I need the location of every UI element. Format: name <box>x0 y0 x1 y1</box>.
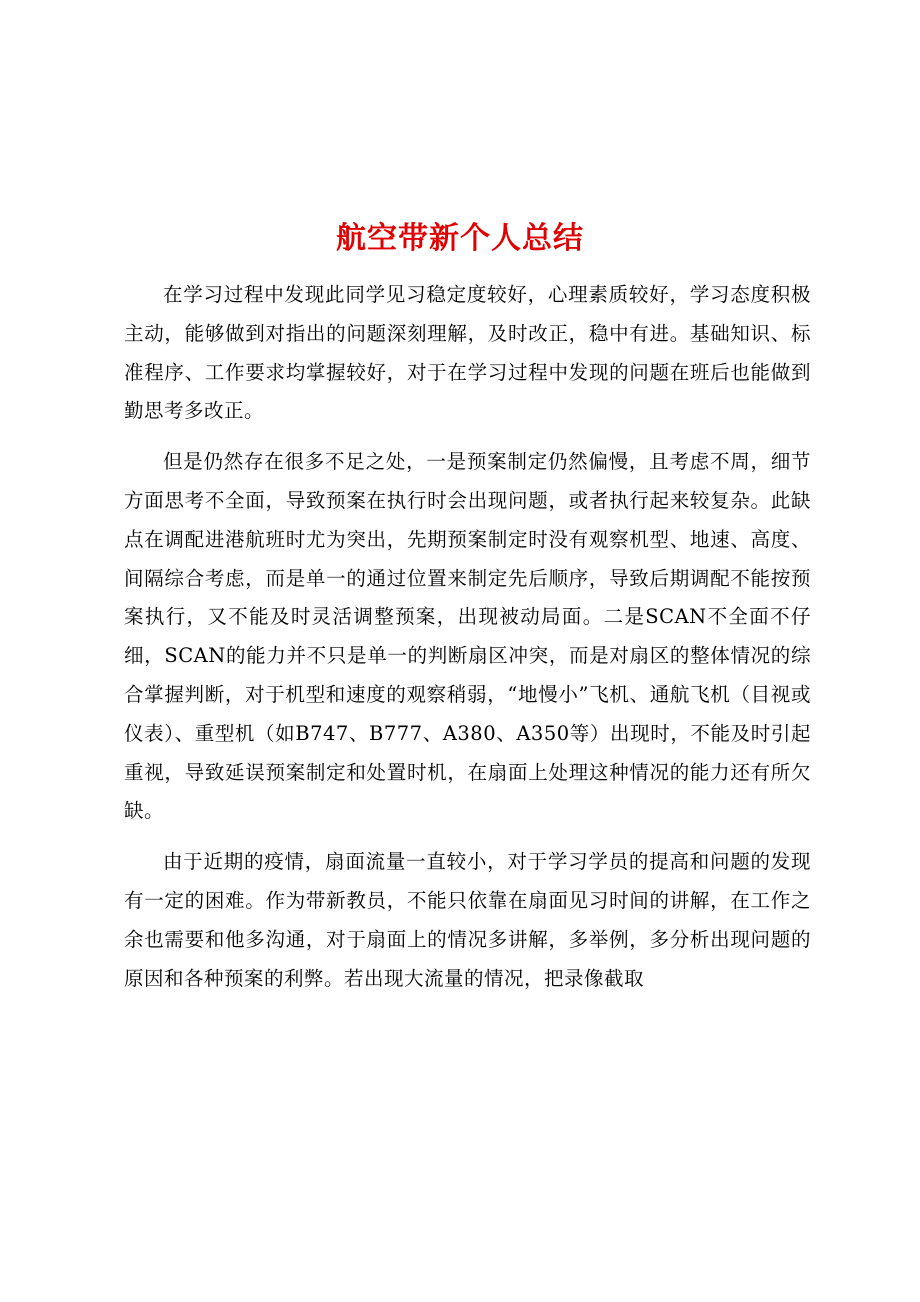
document-body <box>124 276 811 1010</box>
paragraph-3: 由于近期的疫情，扇面流量一直较小，对于学习学员的提高和问题的发现有一定的困难。作为带新教员，不能只依靠在扇面见习时间的讲解，在工作之余也需要和他多沟通，对于扇面上的情况多讲解，多举例，多分析出现问题的原因和各种预案的利弊。若出现大流量的情况，把录像截取 <box>124 850 811 990</box>
paragraph-2: 但是仍然存在很多不足之处，一是预案制定仍然偏慢，且考虑不周，细节方面思考不全面，导致预案在执行时会出现问题，或者执行起来较复杂。此缺点在调配进港航班时尤为突出，先期预案制定时没有观察机型、地速、高度、间隔综合考虑，而是单一的通过位置来制定先后顺序，导致后期调配不能按预案执行，又不能及时灵活调整预案，出现被动局面。二是SCAN不全面不仔细，SCAN的能力并不只是单一的判断扇区冲突，而是对扇区的整体情况的综合掌握判断，对于机型和速度的观察稍弱，“地慢小”飞机、通航飞机（目视或仪表）、重型机（如B747、B777、A380、A350等）出现时，不能及时引起重视，导致延误预案制定和处置时机，在扇面上处理这种情况的能力还有所欠缺。 <box>124 450 811 823</box>
paragraph-1: 在学习过程中发现此同学见习稳定度较好，心理素质较好，学习态度积极主动，能够做到对指出的问题深刻理解，及时改正，稳中有进。基础知识、标准程序、工作要求均掌握较好，对于在学习过程中发现的问题在班后也能做到勤思考多改正。 <box>124 283 811 423</box>
document-title: 航空带新个人总结 <box>336 221 584 257</box>
